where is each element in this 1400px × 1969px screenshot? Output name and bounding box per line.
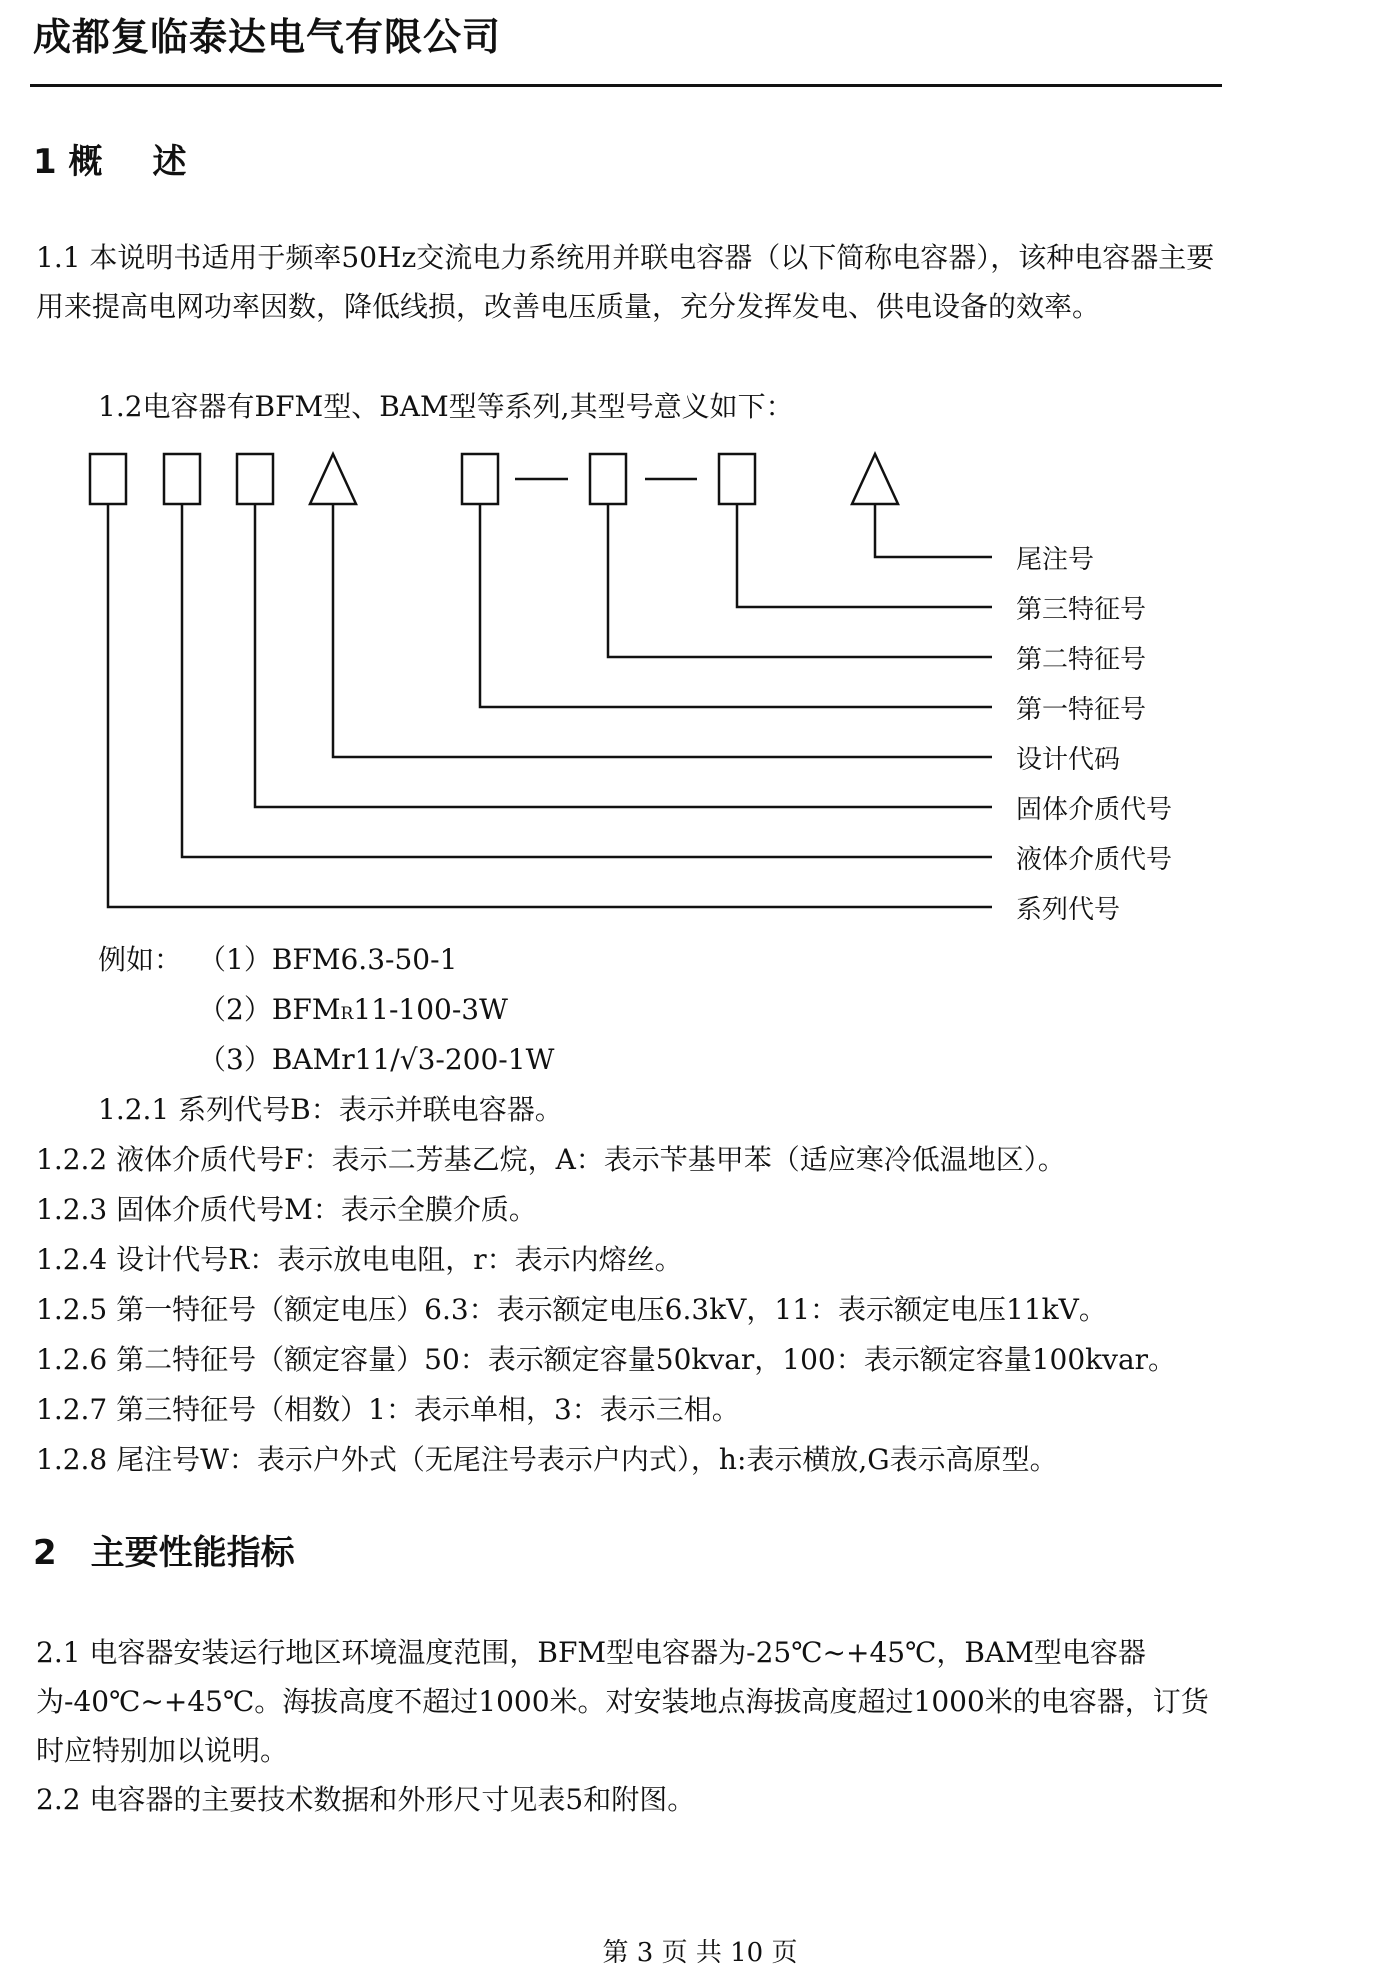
label-series-code: 系列代号	[1016, 895, 1121, 925]
item-1-2-7: 1.2.7 第三特征号（相数）1：表示单相，3：表示三相。	[36, 1393, 740, 1426]
section-1-title-b: 述	[152, 142, 187, 182]
label-first-feature: 第一特征号	[1016, 695, 1147, 725]
paragraph-2-1: 2.1 电容器安装运行地区环境温度范围，BFM型电容器为-25℃~+45℃，BAM型电容器为-40℃~+45℃。海拔高度不超过1000米。对安装地点海拔高度超过1000米的电容器，订货时应特别加以说明。	[36, 1636, 1209, 1767]
example-2-subscript: R	[340, 1004, 354, 1024]
example-3: （3）BAMr11/√3-200-1W	[198, 1043, 555, 1076]
model-code-diagram	[0, 0, 1400, 940]
label-design-code: 设计代码	[1016, 745, 1121, 775]
liquid-medium-box	[164, 454, 200, 504]
paragraph-1-2: 1.2电容器有BFM型、BAM型等系列,其型号意义如下：	[98, 390, 794, 423]
third-feature-box	[719, 454, 755, 504]
leader-liquid-medium	[182, 504, 992, 857]
section-2-heading: 2 主要性能指标	[33, 1533, 295, 1573]
section-1-title-a: 概	[68, 142, 103, 182]
label-liquid-medium: 液体介质代号	[1016, 845, 1173, 875]
page-footer: 第 3 页 共 10 页	[602, 1938, 798, 1968]
example-2-prefix: （2）BFM	[198, 993, 341, 1026]
first-feature-box	[462, 454, 498, 504]
item-1-2-6: 1.2.6 第二特征号（额定容量）50：表示额定容量50kvar，100：表示额定容量100kvar。	[36, 1343, 1177, 1376]
example-2-rest: 11-100-3W	[353, 993, 508, 1026]
section-1-number: 1	[33, 142, 57, 182]
item-1-2-2: 1.2.2 液体介质代号F：表示二芳基乙烷，A：表示苄基甲苯（适应寒冷低温地区）。	[36, 1143, 1066, 1176]
leader-second-feature	[608, 504, 992, 657]
paragraph-1-1: 1.1 本说明书适用于频率50Hz交流电力系统用并联电容器（以下简称电容器），该种电容器主要用来提高电网功率因数，降低线损，改善电压质量，充分发挥发电、供电设备的效率。	[36, 241, 1215, 323]
label-second-feature: 第二特征号	[1016, 645, 1147, 675]
label-suffix: 尾注号	[1016, 545, 1095, 575]
leader-third-feature	[737, 504, 992, 607]
second-feature-box	[590, 454, 626, 504]
company-name: 成都复临泰达电气有限公司	[33, 15, 502, 59]
leader-series-code	[108, 504, 992, 907]
example-2	[198, 988, 508, 1028]
label-solid-medium: 固体介质代号	[1016, 795, 1173, 825]
solid-medium-box	[237, 454, 273, 504]
design-code-triangle	[310, 454, 356, 504]
example-1: （1）BFM6.3-50-1	[198, 943, 458, 976]
paragraph-2-2: 2.2 电容器的主要技术数据和外形尺寸见表5和附图。	[36, 1783, 696, 1816]
leader-suffix	[875, 504, 992, 557]
item-1-2-5: 1.2.5 第一特征号（额定电压）6.3：表示额定电压6.3kV，11：表示额定电压11kV。	[36, 1293, 1107, 1326]
series-code-box	[90, 454, 126, 504]
leader-solid-medium	[255, 504, 992, 807]
item-1-2-3: 1.2.3 固体介质代号M：表示全膜介质。	[36, 1193, 537, 1226]
item-1-2-1: 1.2.1 系列代号B：表示并联电容器。	[98, 1093, 563, 1126]
label-third-feature: 第三特征号	[1016, 595, 1147, 625]
examples-prefix: 例如：	[98, 943, 183, 976]
suffix-triangle	[852, 454, 898, 504]
item-1-2-8: 1.2.8 尾注号W：表示户外式（无尾注号表示户内式），h:表示横放,G表示高原型。	[36, 1443, 1058, 1476]
leader-design-code	[333, 504, 992, 757]
item-1-2-4: 1.2.4 设计代号R：表示放电电阻，r：表示内熔丝。	[36, 1243, 683, 1276]
